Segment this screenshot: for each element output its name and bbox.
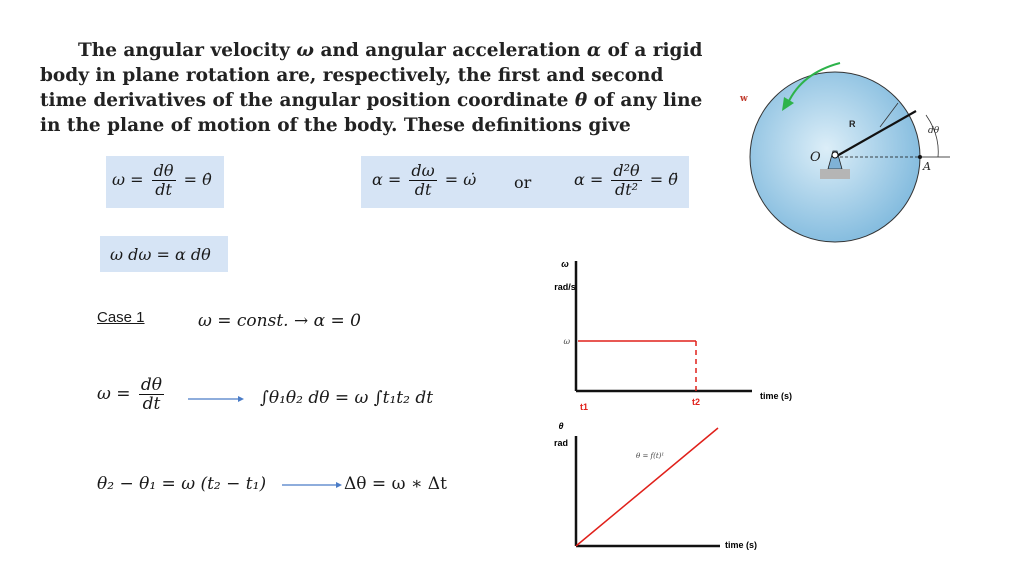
deriv-num: dθ (140, 375, 163, 395)
intro-text-1: The angular velocity (78, 40, 297, 61)
intro-alpha: α (586, 40, 602, 61)
chart1-ylabel-symbol: ω (561, 259, 569, 269)
case-title: Case 1 (97, 309, 145, 326)
omega-def-num: dθ (153, 161, 174, 180)
deriv-den: dt (142, 394, 161, 414)
alpha-def-den: dt (414, 180, 432, 199)
intro-omega: ω (296, 40, 314, 61)
rotating-disk-figure (730, 55, 955, 260)
integral-equation: ∫θ₁θ₂ dθ = ω ∫t₁t₂ dt (260, 388, 434, 408)
chart1-tick-t1: t1 (580, 402, 589, 412)
alpha2-def-fraction (611, 162, 641, 199)
intro-text-2: and angular acceleration (314, 40, 587, 61)
omega-time-chart (520, 255, 820, 420)
chart1-tick-t2: t2 (692, 397, 701, 407)
label-w: w (740, 94, 748, 104)
alpha-second-definition (574, 162, 678, 199)
delta-equation: Δθ = ω ∗ Δt (344, 474, 447, 494)
chart2-xlabel: time (s) (725, 540, 758, 550)
point-A (918, 155, 922, 159)
alpha2-def-num: d²θ (613, 161, 640, 180)
or-text: or (514, 173, 532, 192)
chart2-series-line (576, 428, 718, 546)
intro-paragraph (40, 38, 710, 138)
omega-def-den: dt (155, 180, 172, 199)
label-O: O (810, 150, 821, 165)
arrow-to-integral (188, 393, 244, 405)
omega-definition (112, 162, 212, 199)
deriv-lhs: ω = (97, 384, 131, 404)
chart1-level-label: ω (563, 337, 570, 346)
arrow-to-delta (282, 479, 342, 491)
label-dtheta: dθ (928, 126, 940, 136)
chart2-ylabel-symbol: θ (558, 421, 564, 431)
alpha-def-lhs: α = (372, 170, 402, 189)
dtheta-arc (926, 115, 938, 157)
pivot-pin (832, 152, 838, 158)
chart2-ylabel: rad (553, 438, 569, 448)
alpha-def-fraction (409, 162, 436, 199)
alpha2-def-rhs: = θ̈ (649, 170, 678, 189)
alpha-def-rhs: = ω̇ (444, 170, 477, 189)
omega-def-fraction (152, 162, 176, 199)
chart1-xlabel: time (s) (760, 391, 793, 401)
intro-theta: θ (574, 90, 588, 111)
alpha2-def-lhs: α = (574, 170, 604, 189)
intro-text-4: of any line in the plane of motion of the body. These definitions give (40, 90, 703, 136)
derivative-equation (97, 376, 167, 413)
alpha-definition (372, 162, 476, 199)
omega-def-lhs: ω = (112, 170, 144, 189)
label-A: A (923, 160, 931, 173)
theta-time-chart (520, 418, 810, 558)
deriv-fraction (139, 376, 164, 413)
relation-equation: ω dω = α dθ (110, 245, 211, 264)
case-condition: ω = const. → α = 0 (198, 311, 361, 331)
alpha2-def-den: dt² (614, 180, 639, 199)
omega-def-rhs: = θ̇ (183, 170, 212, 189)
ground-block (820, 169, 850, 179)
chart1-ylabel: rad/s (554, 282, 576, 292)
chart2-annotation: θ = f(t)¹ (636, 452, 665, 460)
intro-text-3: of a rigid body in plane rotation are, respectively, the first and second time derivatives of the angular position coordinate (40, 40, 703, 111)
label-R: R (849, 119, 856, 129)
alpha-def-num: dω (411, 161, 435, 180)
result-equation: θ₂ − θ₁ = ω (t₂ − t₁) (97, 474, 267, 494)
